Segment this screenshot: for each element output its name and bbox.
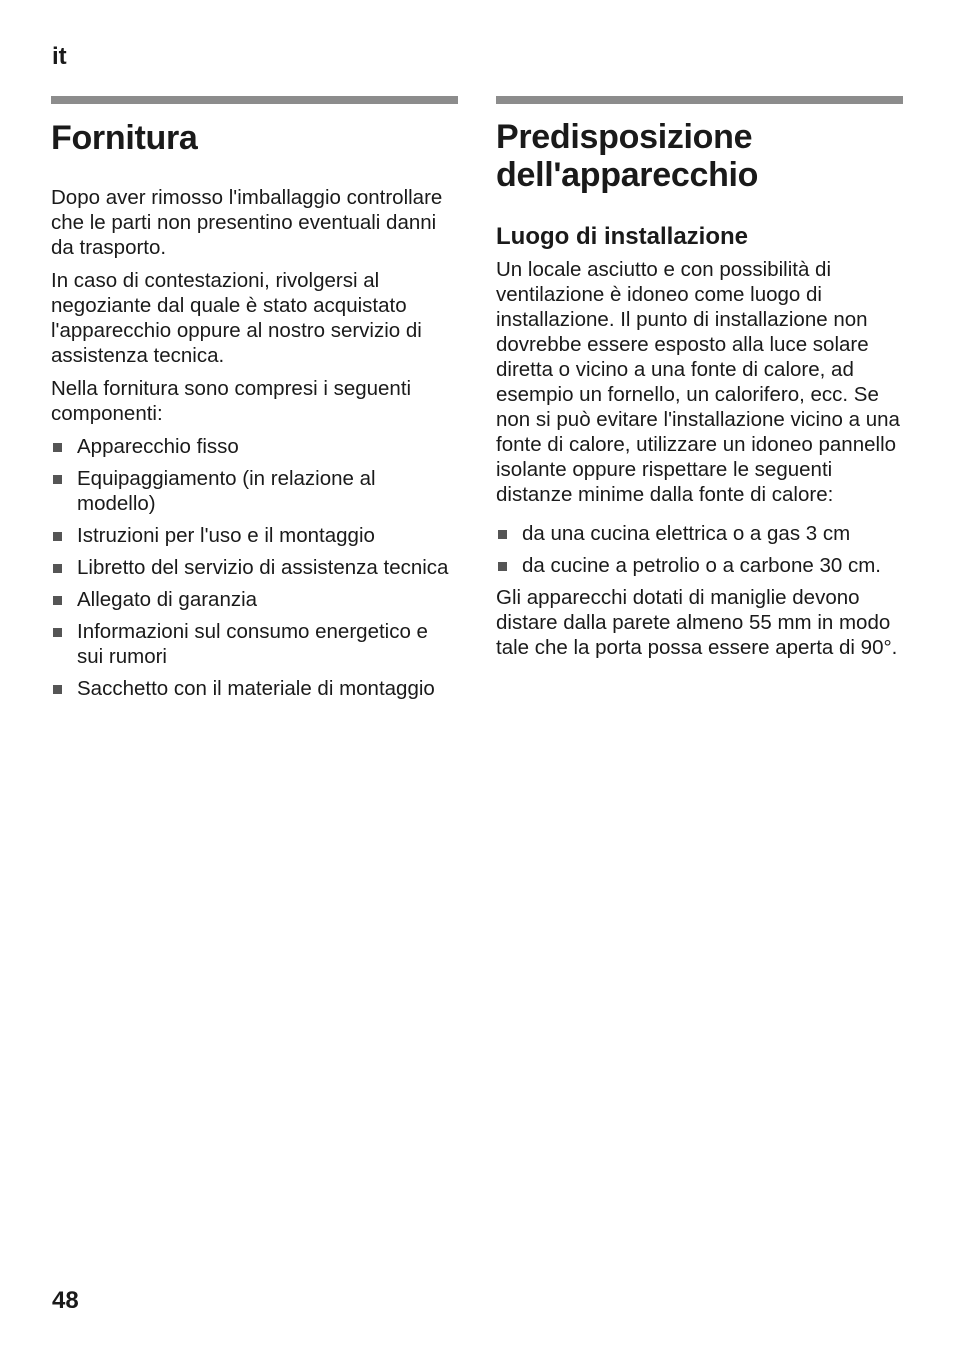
- components-list: [51, 434, 458, 701]
- square-bullet-icon: [53, 443, 62, 452]
- list-item: [51, 676, 458, 701]
- list-item-text: da cucine a petrolio o a carbone 30 cm.: [522, 554, 881, 577]
- paragraph: Dopo aver rimosso l'imballaggio controllare che le parti non presentino eventuali danni da trasporto.: [51, 186, 443, 259]
- subsection-title: Luogo di installazione: [496, 223, 748, 250]
- section-rule: [51, 96, 458, 104]
- square-bullet-icon: [53, 628, 62, 637]
- square-bullet-icon: [53, 596, 62, 605]
- list-item: [496, 521, 903, 546]
- paragraph: Gli apparecchi dotati di maniglie devono distare dalla parete almeno 55 mm in modo tale che la porta possa essere aperta di 90°.: [496, 586, 898, 659]
- section-title: Predisposizione dell'apparecchio: [496, 118, 759, 194]
- list-item-text: Libretto del servizio di assistenza tecnica: [77, 556, 449, 579]
- square-bullet-icon: [53, 685, 62, 694]
- list-item: [51, 523, 458, 548]
- list-item: [51, 619, 458, 669]
- paragraph: Nella fornitura sono compresi i seguenti componenti:: [51, 377, 412, 425]
- list-item-text: Apparecchio fisso: [77, 435, 239, 458]
- section-predisposizione: [496, 96, 903, 660]
- list-item-text: da una cucina elettrica o a gas 3 cm: [522, 522, 851, 545]
- list-item: [51, 555, 458, 580]
- square-bullet-icon: [498, 562, 507, 571]
- list-item-text: Informazioni sul consumo energetico e sui rumori: [77, 620, 428, 668]
- list-item: [51, 587, 458, 612]
- list-item-text: Istruzioni per l'uso e il montaggio: [77, 524, 375, 547]
- paragraph: In caso di contestazioni, rivolgersi al negoziante dal quale è stato acquistato l'apparecchio oppure al nostro servizio di assistenza tecnica.: [51, 269, 422, 367]
- paragraph: Un locale asciutto e con possibilità di ventilazione è idoneo come luogo di installazione. Il punto di installazione non dovrebbe essere esposto alla luce solare diretta o vicino a una fonte di calore, ad esempio un fornello, un calorifero, ecc. Se non si può evitare l'installazione vicino a una fonte di calore, utilizzare un idoneo pannello isolante oppure rispettare le seguenti distanze minime dalla fonte di calore:: [496, 258, 900, 506]
- list-item: [496, 553, 903, 578]
- square-bullet-icon: [53, 532, 62, 541]
- list-item: [51, 466, 458, 516]
- list-item: [51, 434, 458, 459]
- square-bullet-icon: [498, 530, 507, 539]
- list-item-text: Sacchetto con il materiale di montaggio: [77, 677, 435, 700]
- list-item-text: Equipaggiamento (in relazione al modello): [77, 467, 376, 515]
- section-title: Fornitura: [51, 119, 198, 157]
- square-bullet-icon: [53, 564, 62, 573]
- section-fornitura: [51, 96, 458, 708]
- section-rule: [496, 96, 903, 104]
- page-number: 48: [52, 1287, 79, 1314]
- distances-list: [496, 521, 903, 578]
- language-tag: it: [52, 43, 67, 70]
- square-bullet-icon: [53, 475, 62, 484]
- list-item-text: Allegato di garanzia: [77, 588, 258, 611]
